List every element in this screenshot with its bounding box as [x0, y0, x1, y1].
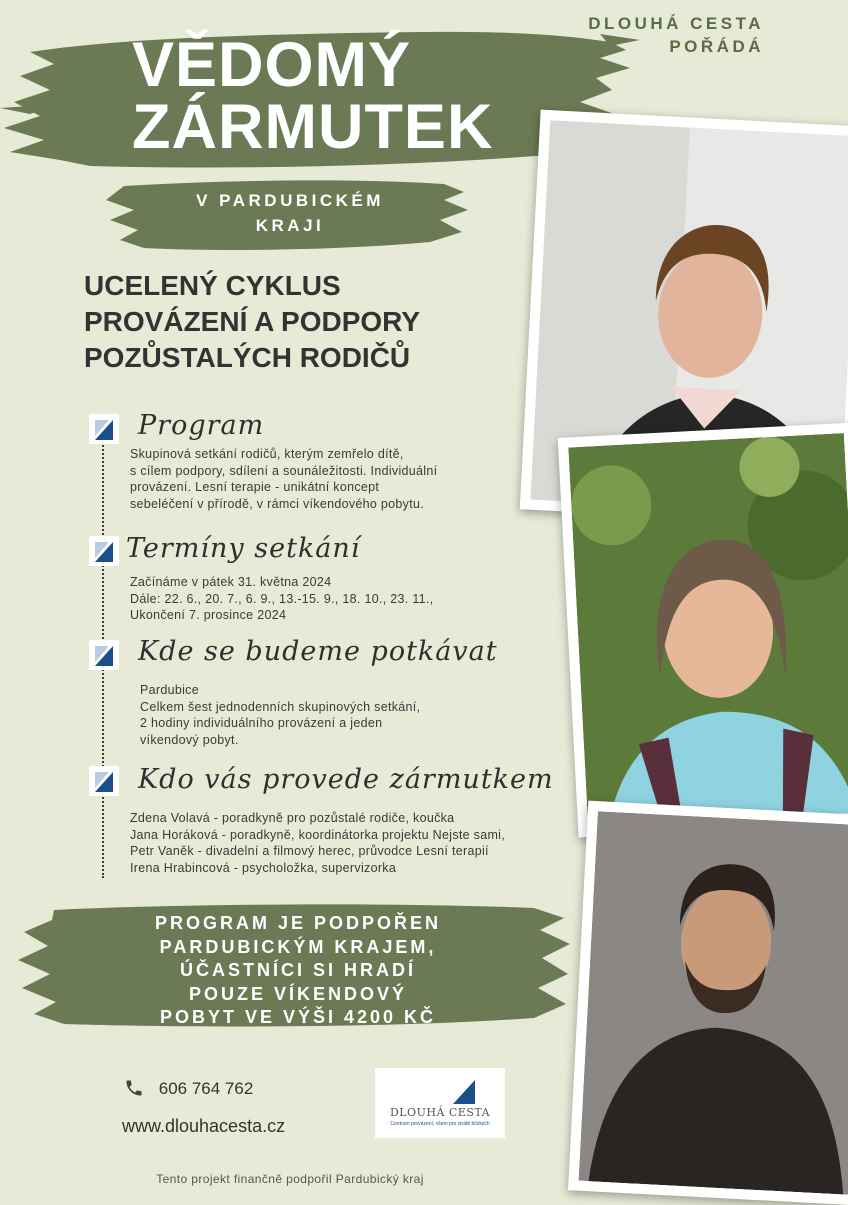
text-line: Irena Hrabincová - psycholožka, supervizorka	[130, 860, 397, 875]
phone-icon	[124, 1078, 144, 1098]
section-text-guides	[130, 810, 505, 876]
funding-line: POBYT VE VÝŠI 4200 KČ	[159, 1007, 437, 1027]
organizer-line-1: DLOUHÁ CESTA	[588, 14, 764, 33]
organizer-line-2: POŘÁDÁ	[669, 37, 764, 56]
headline-line-2: PROVÁZENÍ A PODPORY	[84, 306, 421, 337]
logo-mark-icon	[449, 1076, 479, 1106]
section-title-dates: Termíny setkání	[126, 533, 361, 564]
logo-mark-icon	[89, 414, 119, 444]
funding-line: PARDUBICKÝM KRAJEM,	[159, 936, 437, 957]
region-line-2: KRAJI	[255, 216, 325, 235]
headline-line-1: UCELENÝ CYKLUS	[84, 270, 341, 301]
footer-note: Tento projekt finančně podpořil Pardubický kraj	[156, 1172, 424, 1186]
region-subtitle	[150, 188, 430, 238]
text-line: Dále: 22. 6., 20. 7., 6. 9., 13.-15. 9., 18. 10., 23. 11.,	[130, 591, 434, 606]
text-line: Pardubice	[140, 683, 199, 697]
photo-petr	[568, 801, 848, 1205]
title-line-1: VĚDOMÝ	[132, 30, 412, 100]
text-line: Celkem šest jednodenních skupinových setkání,	[140, 699, 421, 714]
section-title-guides: Kdo vás provede zármutkem	[138, 764, 554, 795]
text-line: provázení. Lesní terapie - unikátní koncept	[130, 480, 380, 494]
photo-jana	[558, 423, 848, 838]
text-line: Petr Vaněk - divadelní a filmový herec, průvodce Lesní terapií	[130, 844, 489, 858]
section-text-dates	[130, 574, 433, 624]
region-line-1: V PARDUBICKÉM	[196, 191, 384, 210]
section-text-location	[140, 682, 420, 748]
text-line: s cílem podpory, sdílení a sounáležitosti. Individuální	[130, 463, 438, 478]
page-title	[132, 30, 494, 162]
section-text-program	[130, 446, 437, 512]
logo-mark-icon	[89, 766, 119, 796]
logo-mark-icon	[89, 536, 119, 566]
headline-line-3: POZŮSTALÝCH RODIČŮ	[84, 342, 411, 373]
logo-name: DLOUHÁ CESTA	[389, 1106, 491, 1119]
funding-line: PROGRAM JE PODPOŘEN	[154, 913, 442, 933]
funding-line: ÚČASTNÍCI SI HRADÍ	[179, 960, 416, 980]
funding-line: POUZE VÍKENDOVÝ	[188, 983, 408, 1004]
funding-note	[108, 912, 488, 1030]
text-line: 2 hodiny individuálního provázení a jeden	[140, 716, 383, 730]
contact-phone[interactable]	[124, 1078, 253, 1099]
text-line: víkendový pobyt.	[140, 732, 239, 747]
section-title-program: Program	[138, 410, 265, 441]
text-line: Skupinová setkání rodičů, kterým zemřelo dítě,	[130, 447, 404, 461]
website-link[interactable]: www.dlouhacesta.cz	[122, 1116, 286, 1136]
text-line: Jana Horáková - poradkyně, koordinátorka projektu Nejste sami,	[130, 827, 506, 842]
logo-tagline: Centrum provázení, všem pro ztrátě blízkých	[390, 1121, 490, 1127]
text-line: sebeléčení v přírodě, v rámci víkendového pobytu.	[130, 496, 425, 511]
organization-logo	[375, 1068, 505, 1138]
phone-number: 606 764 762	[158, 1079, 254, 1098]
section-title-location: Kde se budeme potkávat	[138, 636, 498, 667]
headline	[84, 268, 544, 376]
text-line: Ukončení 7. prosince 2024	[130, 608, 287, 622]
text-line: Začínáme v pátek 31. května 2024	[130, 575, 332, 589]
logo-mark-icon	[89, 640, 119, 670]
title-line-2: ZÁRMUTEK	[132, 92, 494, 162]
text-line: Zdena Volavá - poradkyně pro pozůstalé rodiče, koučka	[130, 811, 455, 825]
